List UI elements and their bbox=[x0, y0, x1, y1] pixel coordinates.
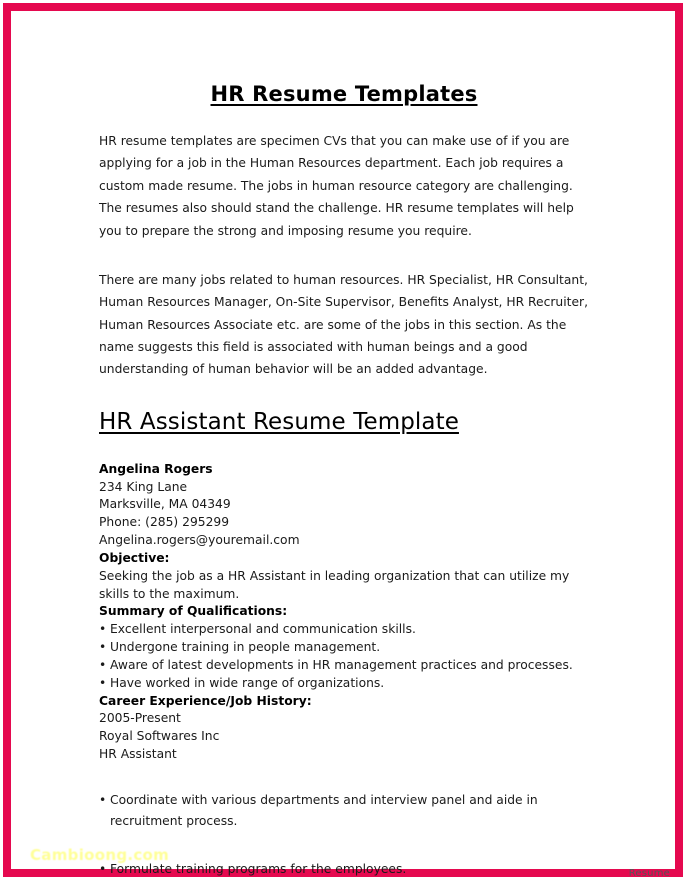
list-item: • Undergone training in people management. bbox=[99, 639, 589, 657]
experience-role: HR Assistant bbox=[99, 747, 177, 761]
watermark: Cambioong.com bbox=[30, 846, 170, 864]
experience-company: Royal Softwares Inc bbox=[99, 729, 220, 744]
candidate-phone: Phone: (285) 295299 bbox=[99, 515, 230, 530]
list-item: • Have worked in wide range of organizations. bbox=[99, 675, 589, 693]
experience-label: Career Experience/Job History: bbox=[99, 693, 312, 708]
candidate-name: Angelina Rogers bbox=[99, 461, 213, 476]
candidate-email: Angelina.rogers@youremail.com bbox=[99, 533, 300, 548]
objective-label: Objective: bbox=[99, 550, 170, 565]
document-content bbox=[99, 0, 589, 880]
qualifications-label: Summary of Qualifications: bbox=[99, 604, 288, 619]
footer-label: Resume bbox=[628, 868, 670, 879]
experience-duty: • Coordinate with various departments and interview panel and aide in recruitment process. bbox=[99, 790, 589, 833]
objective-text: Seeking the job as a HR Assistant in leading organization that can utilize my skills to the maximum. bbox=[99, 568, 570, 601]
page-title: HR Resume Templates bbox=[210, 82, 478, 106]
candidate-city-state-zip: Marksville, MA 04349 bbox=[99, 497, 231, 512]
intro-paragraph: HR resume templates are specimen CVs that you can make use of if you are applying for a job in the Human Resources department. Each job requires a custom made resume. The jobs in human resource category are challenging. The resumes also should stand the challenge. HR resume templates will help you to prepare the strong and imposing resume you require. bbox=[99, 134, 574, 238]
candidate-street: 234 King Lane bbox=[99, 479, 188, 494]
list-item: • Aware of latest developments in HR management practices and processes. bbox=[99, 657, 589, 675]
section-heading: HR Assistant Resume Template bbox=[99, 408, 459, 435]
experience-duty: • Formulate training programs for the employees. bbox=[99, 859, 589, 881]
list-item: • Excellent interpersonal and communication skills. bbox=[99, 621, 589, 639]
experience-dates: 2005-Present bbox=[99, 711, 181, 726]
qualifications-list bbox=[99, 621, 589, 692]
jobs-paragraph: There are many jobs related to human resources. HR Specialist, HR Consultant, Human Resources Manager, On-Site Supervisor, Benefits Analyst, HR Recruiter, Human Resources Associate etc. are some of the jobs in this section. As the name suggests this field is associated with human beings and a good understanding of human behavior will be an added advantage. bbox=[99, 272, 588, 377]
